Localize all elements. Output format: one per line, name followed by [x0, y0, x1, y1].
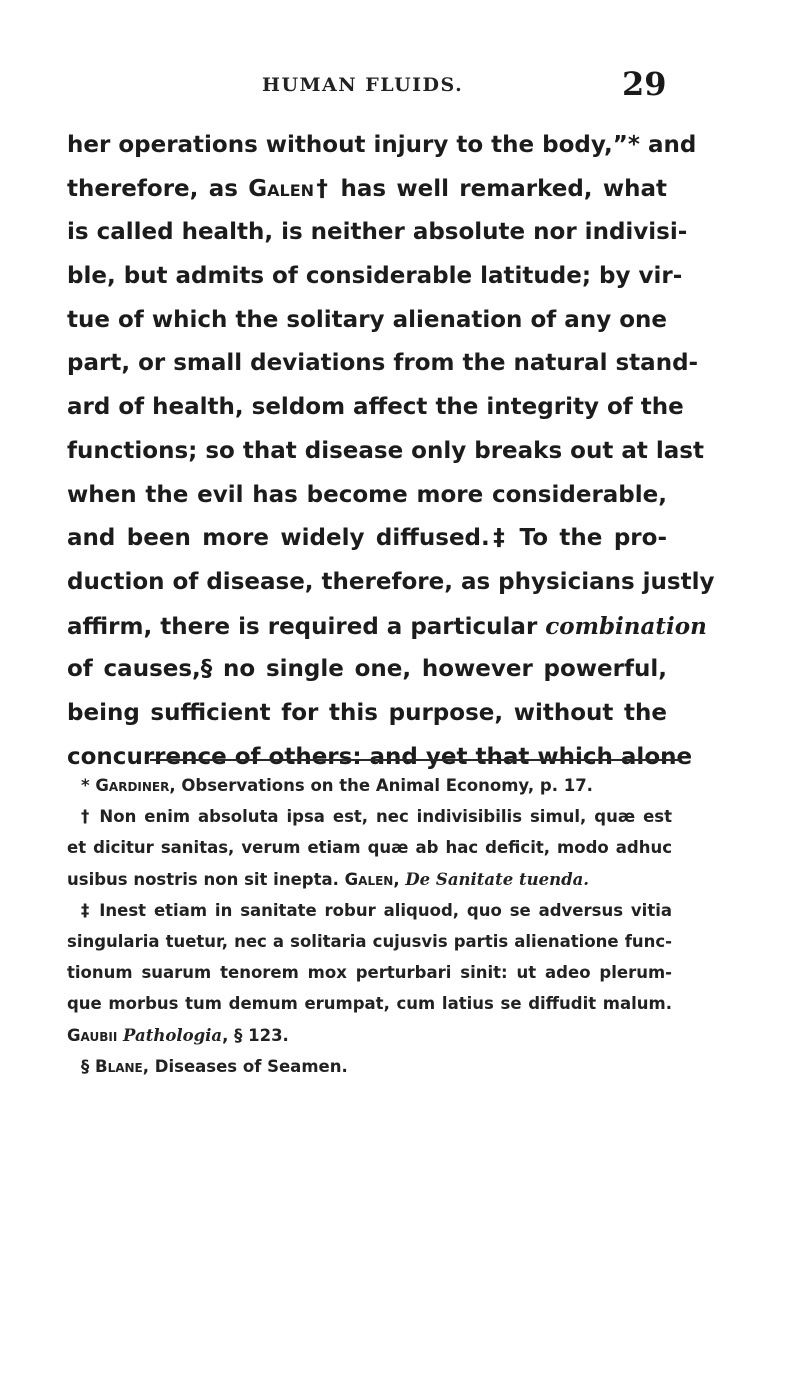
- footnote-text: usibus nostris non sit inepta.: [67, 869, 345, 889]
- body-text-run: affirm, there is required a particular: [67, 613, 546, 640]
- footnote-text: ,: [393, 869, 406, 889]
- body-line: duction of disease, therefore, as physicians justly: [67, 568, 715, 595]
- body-text: [67, 124, 715, 779]
- footnote-mark: §: [81, 1056, 95, 1076]
- footnote-galen-line: † Non enim absoluta ipsa est, nec indivisibilis simul, quæ est: [81, 807, 672, 827]
- page-number: 29: [622, 65, 667, 103]
- body-line: being sufficient for this purpose, without the: [67, 699, 667, 726]
- footnote-gaubius-line: ‡ Inest etiam in sanitate robur aliquod, quo se adversus vitia: [81, 900, 672, 920]
- body-line: ble, but admits of considerable latitude; by vir-: [67, 263, 683, 290]
- body-line: and been more widely diffused.‡ To the pro-: [67, 525, 667, 552]
- footnote-gaubius-line: singularia tuetur, nec a solitaria cujusvis partis alienatione func-: [67, 931, 672, 951]
- body-line: when the evil has become more considerable,: [67, 481, 667, 508]
- body-line: functions; so that disease only breaks out at last: [67, 437, 704, 464]
- body-line: [67, 605, 707, 649]
- author-name: Blane: [95, 1056, 143, 1076]
- author-name: Galen: [248, 175, 315, 202]
- footnote-galen-line: [67, 864, 672, 895]
- footnotes: [67, 770, 672, 1082]
- body-line: concurrence of others: and yet that which alone: [67, 743, 693, 770]
- footnote-gardiner: [67, 770, 672, 801]
- footnote-gaubius-line: tionum suarum tenorem mox perturbari sinit: ut adeo plerum-: [67, 963, 672, 983]
- body-line: tue of which the solitary alienation of any one: [67, 306, 667, 333]
- footnote-blane: [67, 1051, 672, 1082]
- author-name: Gardiner: [95, 776, 170, 795]
- footnote-text: , § 123.: [222, 1025, 289, 1045]
- body-line: [67, 168, 667, 212]
- body-line: part, or small deviations from the natural stand-: [67, 350, 699, 377]
- emphasized-word: combination: [545, 612, 707, 640]
- body-line: of causes,§ no single one, however powerful,: [67, 656, 667, 683]
- body-line: ard of health, seldom affect the integrity of the: [67, 394, 684, 421]
- author-name: Gaubii: [67, 1025, 118, 1045]
- work-title: Pathologia: [123, 1025, 223, 1045]
- footnote-gaubius-line: [67, 1020, 672, 1051]
- running-title: HUMAN FLUIDS.: [262, 74, 464, 96]
- footnote-galen-line: et dicitur sanitas, verum etiam quæ ab hac deficit, modo adhuc: [67, 838, 672, 858]
- footnote-gaubius-line: que morbus tum demum erumpat, cum latius se diffudit malum.: [67, 994, 672, 1014]
- running-head: [0, 62, 800, 102]
- work-title: De Sanitate tuenda.: [405, 869, 590, 889]
- author-name: Galen: [344, 869, 394, 889]
- body-line: her operations without injury to the body,”* and: [67, 132, 697, 158]
- body-text-run: therefore, as: [67, 175, 249, 202]
- body-text-run: † has well remarked, what: [314, 175, 667, 202]
- footnote-mark: *: [81, 776, 96, 795]
- footnote-rule: [150, 759, 680, 761]
- footnote-text: , Diseases of Seamen.: [142, 1056, 348, 1076]
- body-line: is called health, is neither absolute nor indivisi-: [67, 219, 688, 246]
- footnote-text: , Observations on the Animal Economy, p. 17.: [169, 776, 593, 795]
